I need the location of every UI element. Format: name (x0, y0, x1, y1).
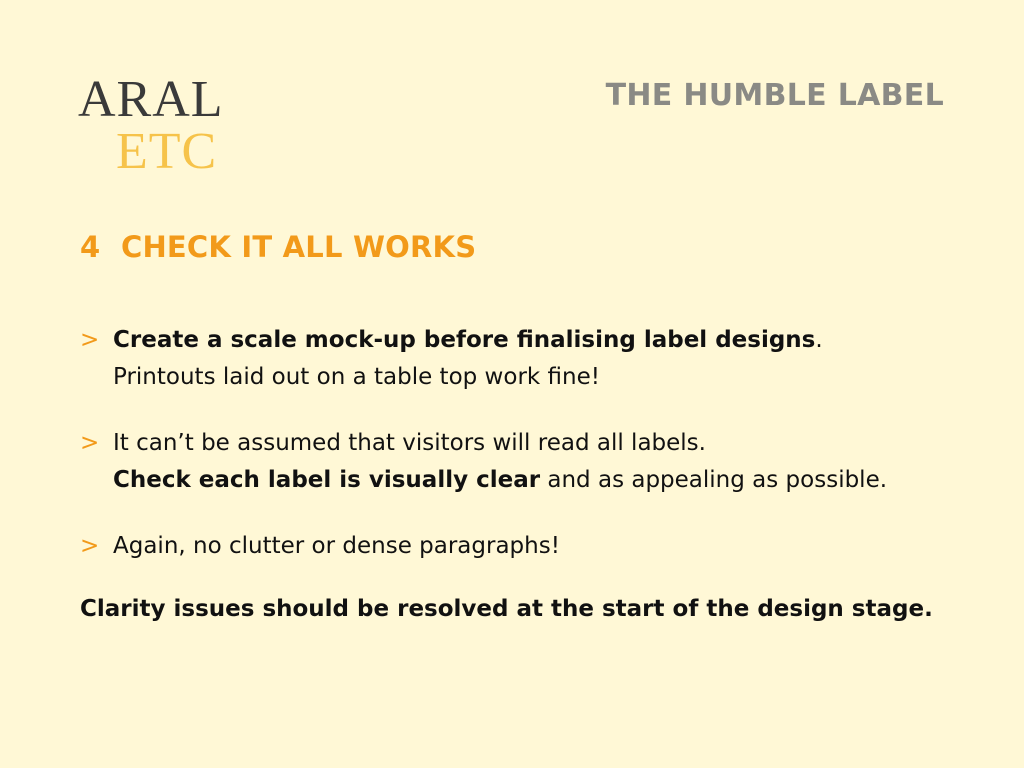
bullet-text: It can’t be assumed that visitors will read all labels. (113, 430, 706, 456)
bullet-text: and as appealing as possible. (540, 467, 888, 493)
bullet-item (80, 528, 960, 565)
bullet-list (80, 322, 960, 594)
logo-line-aral: ARAL (78, 71, 224, 128)
presentation-title: THE HUMBLE LABEL (605, 78, 944, 113)
bullet-item (80, 425, 960, 499)
bullet-item (80, 322, 960, 396)
bullet-bold-text: Check each label is visually clear (113, 467, 541, 493)
bullet-text: Printouts laid out on a table top work fine! (113, 364, 600, 390)
chevron-right-icon: > (80, 327, 100, 353)
logo-line-etc: ETC (116, 123, 218, 180)
bullet-text: Again, no clutter or dense paragraphs! (113, 533, 560, 559)
closing-statement: Clarity issues should be resolved at the start of the design stage. (80, 596, 933, 622)
bullet-text: . (815, 327, 823, 353)
bullet-bold-text: Create a scale mock-up before finalising label designs (113, 327, 816, 353)
chevron-right-icon: > (80, 533, 100, 559)
aral-etc-logo (78, 71, 224, 180)
section-heading: 4 CHECK IT ALL WORKS (80, 230, 477, 264)
chevron-right-icon: > (80, 430, 100, 456)
